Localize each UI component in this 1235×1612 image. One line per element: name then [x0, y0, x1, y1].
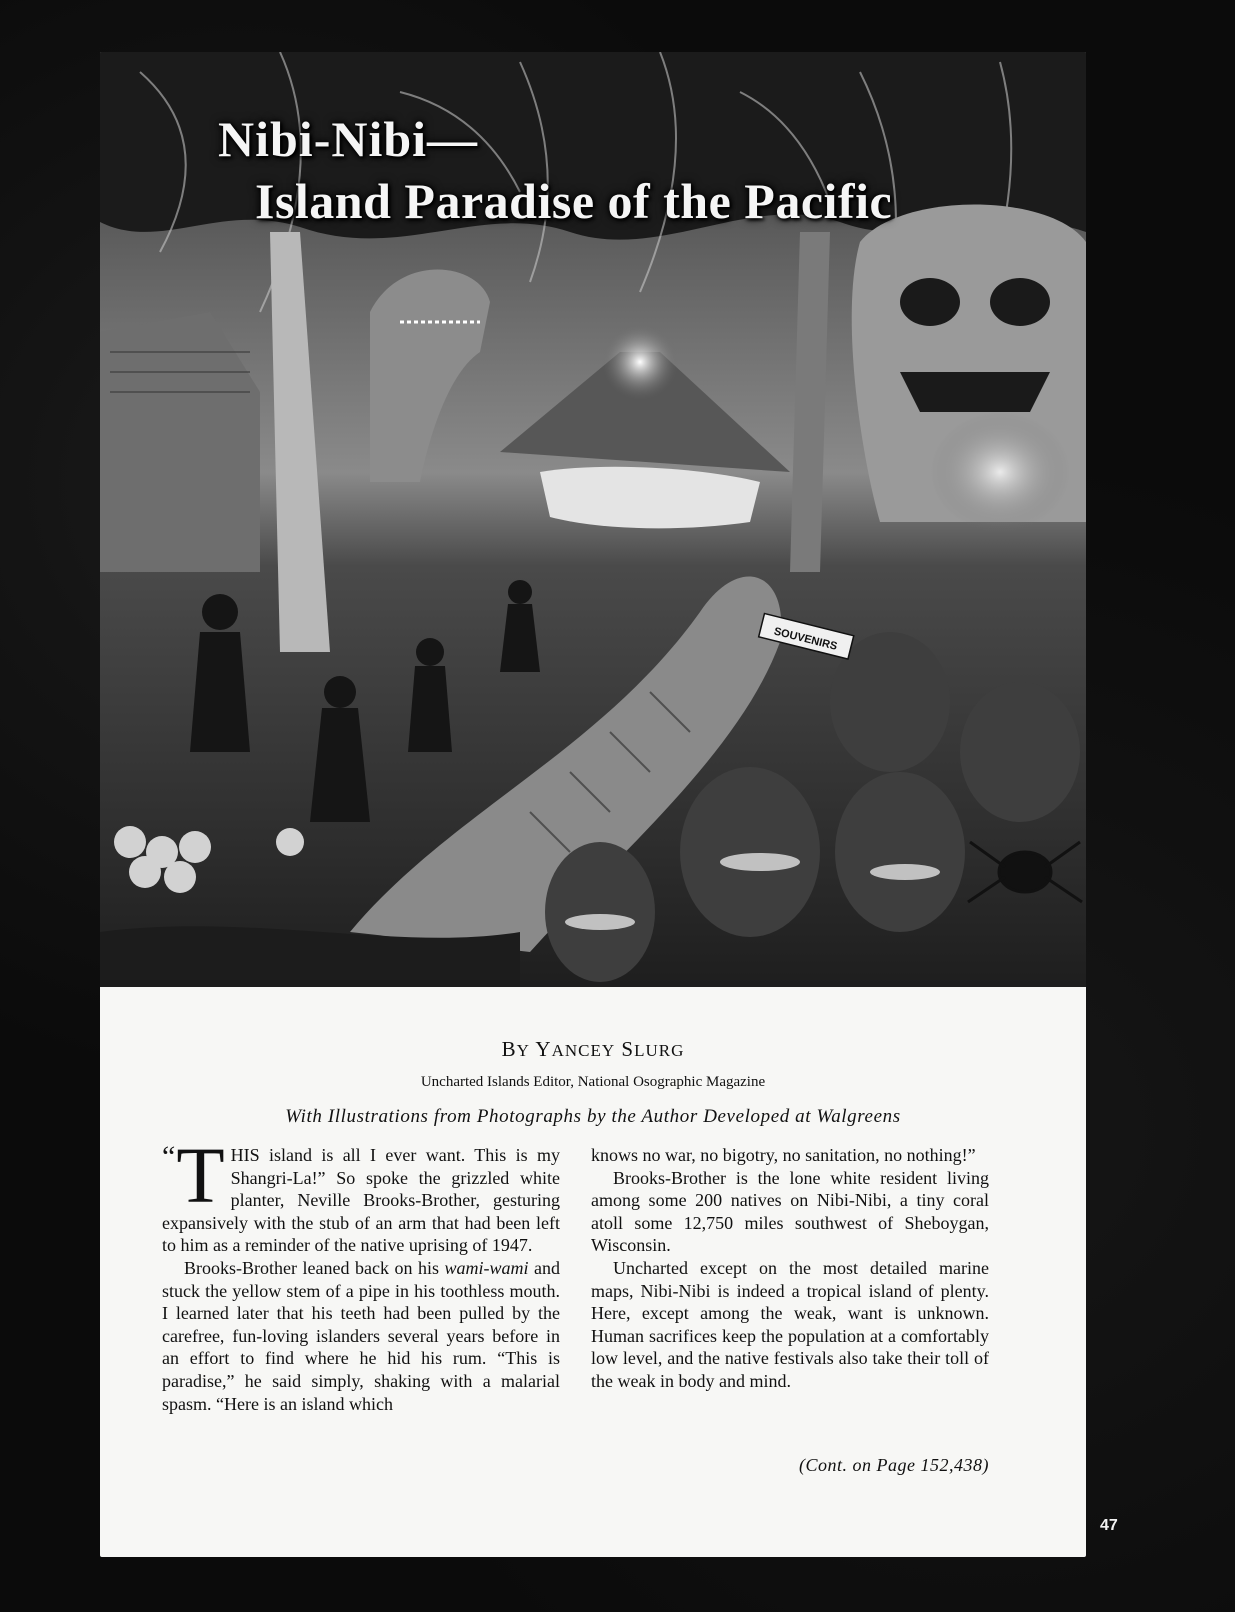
byline-by-rest: Y — [516, 1041, 530, 1060]
byline-last-initial: S — [621, 1037, 635, 1061]
page-number: 47 — [1100, 1517, 1118, 1534]
paragraph-2 — [162, 1257, 560, 1415]
continuation-note: (Cont. on Page 152,438) — [799, 1455, 989, 1475]
byline-last-rest: LURG — [634, 1041, 685, 1060]
opening-quote: “ — [162, 1140, 176, 1173]
illustration-credits: With Illustrations from Photographs by the Author Developed at Walgreens — [285, 1106, 901, 1127]
jungle-illustration — [100, 52, 1086, 987]
byline-by-initial: B — [501, 1037, 517, 1061]
paragraph-1 — [162, 1133, 560, 1257]
byline — [100, 1037, 1086, 1062]
souvenirs-sign: SOUVENIRS — [772, 625, 839, 653]
title-line-2: Island Paradise of the Pacific — [255, 173, 893, 229]
paragraph-2-text-b: and stuck the yellow stem of a pipe in his toothless mouth. I learned later that his teeth had been pulled by the carefree, fun-loving islanders several years before in an effort to find where he hid his rum. “This is paradise,” he said simply, shaking with a malarial spasm. “Here is an island which — [162, 1257, 560, 1414]
paragraph-3: knows no war, no bigotry, no sanitation, no nothing!” — [591, 1145, 976, 1165]
byline-first-initial: Y — [535, 1037, 552, 1061]
article-column-right — [591, 1144, 989, 1393]
editor-line: Uncharted Islands Editor, National Osographic Magazine — [420, 1074, 766, 1090]
article-column-left — [162, 1133, 560, 1415]
paragraph-2-text-a: Brooks-Brother leaned back on his — [184, 1257, 445, 1278]
drop-cap: T — [176, 1133, 225, 1220]
paragraph-2-italic: wami-wami — [444, 1257, 529, 1278]
title-line-1: Nibi-Nibi— — [218, 111, 479, 167]
byline-first-rest: ANCEY — [551, 1041, 616, 1060]
paragraph-4: Brooks-Brother is the lone white resident living among some 200 natives on Nibi-Nibi, a tiny coral atoll some 12,750 miles southwest of Sheboygan, Wisconsin. — [591, 1167, 989, 1256]
paragraph-1-text: HIS island is all I ever want. This is my Shangri-La!” So spoke the grizzled white planter, Neville Brooks-Brother, gesturing expansively with the stub of an arm that had been left to him as a reminder of the native uprising of 1947. — [162, 1145, 560, 1256]
magazine-page — [100, 52, 1086, 1557]
paragraph-5: Uncharted except on the most detailed marine maps, Nibi-Nibi is indeed a tropical island of plenty. Here, except among the weak, want is unknown. Human sacrifices keep the population at a comfortably low level, and the native festivals also take their toll of the weak in body and mind. — [591, 1257, 989, 1391]
